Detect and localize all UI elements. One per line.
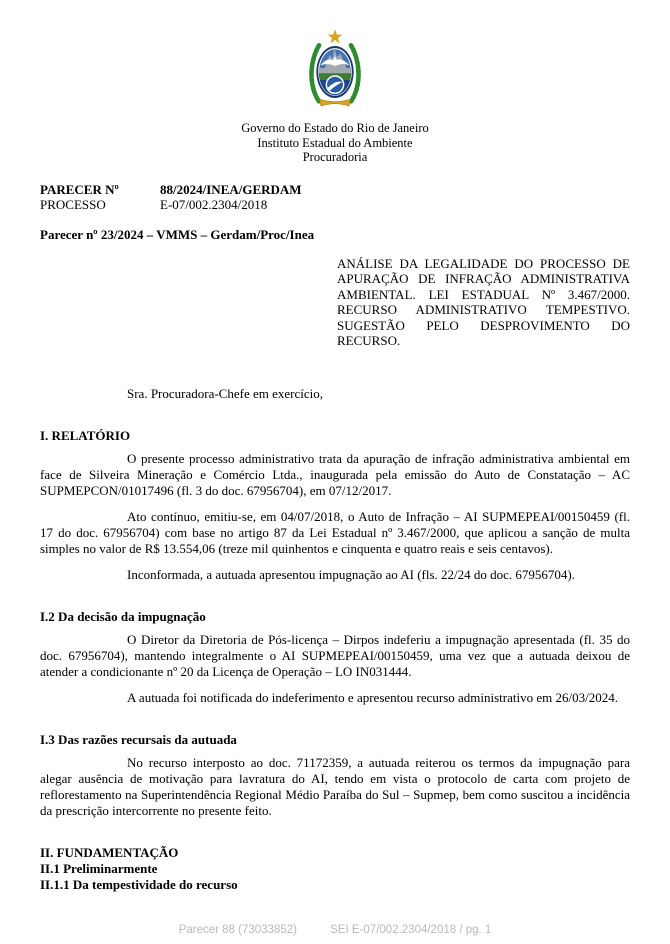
ementa-summary: ANÁLISE DA LEGALIDADE DO PROCESSO DE APURAÇÃO DE INFRAÇÃO ADMINISTRATIVA AMBIENTAL. LEI ESTADUAL Nº 3.467/2000. RECURSO ADMINISTRATIVO TEMPESTIVO. SUGESTÃO PELO DESPROVIMENTO DO RECURSO.: [337, 255, 630, 348]
parecer-reference-line: Parecer nº 23/2024 – VMMS – Gerdam/Proc/Inea: [40, 226, 315, 242]
parecer-number-label: PARECER Nº: [40, 181, 119, 197]
salutation: Sra. Procuradora-Chefe em exercício,: [127, 385, 323, 401]
processo-row: [40, 197, 630, 212]
page-footer: [0, 924, 670, 936]
org-name-line2: Instituto Estadual do Ambiente: [257, 135, 413, 150]
section-title-razoes-recursais: I.3 Das razões recursais da autuada: [40, 731, 237, 747]
rio-de-janeiro-state-coat-of-arms-icon: [295, 28, 375, 121]
section-title-fundamentacao: II. FUNDAMENTAÇÃO: [40, 844, 179, 860]
section-decisao-impugnacao: [40, 609, 630, 706]
parecer-number-value: 88/2024/INEA/GERDAM: [160, 181, 302, 197]
section-title-decisao-impugnacao: I.2 Da decisão da impugnação: [40, 608, 206, 624]
section-relatorio: [40, 428, 630, 583]
section-fundamentacao: [40, 845, 630, 893]
footer-sei-page-reference: SEI E-07/002.2304/2018 / pg. 1: [330, 924, 492, 936]
processo-value: E-07/002.2304/2018: [160, 196, 268, 212]
section-razoes-recursais: [40, 732, 630, 819]
letterhead: [40, 28, 630, 165]
org-name-line1: Governo do Estado do Rio de Janeiro: [241, 121, 429, 135]
section-title-preliminarmente: II.1 Preliminarmente: [40, 860, 158, 876]
paragraph: Inconformada, a autuada apresentou impugnação ao AI (fls. 22/24 do doc. 67956704).: [127, 566, 576, 582]
paragraph: O Diretor da Diretoria de Pós-licença – Dirpos indeferiu a impugnação apresentada (fl. 35 do doc. 67956704), mantendo integralmente o AI SUPMEPEAI/00150459, uma vez que a autuada deixou de atender a condicionante nº 20 da Licença de Operação – LO IN031444.: [40, 631, 630, 679]
section-title-tempestividade: II.1.1 Da tempestividade do recurso: [40, 876, 238, 892]
section-title-relatorio: I. RELATÓRIO: [40, 427, 131, 443]
paragraph: No recurso interposto ao doc. 71172359, a autuada reiterou os termos da impugnação para alegar ausência de motivação para lavratura do AI, tendo em vista o protocolo de carta com projeto de reflorestamento na Superintendência Regional Médio Paraíba do Sul – Supmep, bem como suscitou a incidência da prescrição intercorrente no presente feito.: [40, 754, 630, 818]
document-meta: [40, 182, 630, 212]
org-name-line3: Procuradoria: [302, 150, 368, 164]
paragraph: Ato contínuo, emitiu-se, em 04/07/2018, o Auto de Infração – AI SUPMEPEAI/00150459 (fl. 17 do doc. 67956704) com base no artigo 87 da Lei Estadual nº 3.467/2000, que aplicou a sanção de multa simples no valor de R$ 13.554,06 (treze mil quinhentos e cinquenta e quatro reais e seis centavos).: [40, 508, 630, 556]
paragraph: O presente processo administrativo trata da apuração de infração administrativa ambiental em face de Silveira Mineração e Comércio Ltda., inaugurada pela emissão do Auto de Constatação – AC SUPMEPCON/01017496 (fl. 3 do doc. 67956704), em 07/12/2017.: [40, 450, 630, 498]
parecer-number-row: [40, 182, 630, 197]
processo-label: PROCESSO: [40, 196, 106, 212]
footer-document-reference: Parecer 88 (73033852): [178, 924, 297, 936]
paragraph: A autuada foi notificada do indeferimento e apresentou recurso administrativo em 26/03/2024.: [127, 689, 618, 705]
